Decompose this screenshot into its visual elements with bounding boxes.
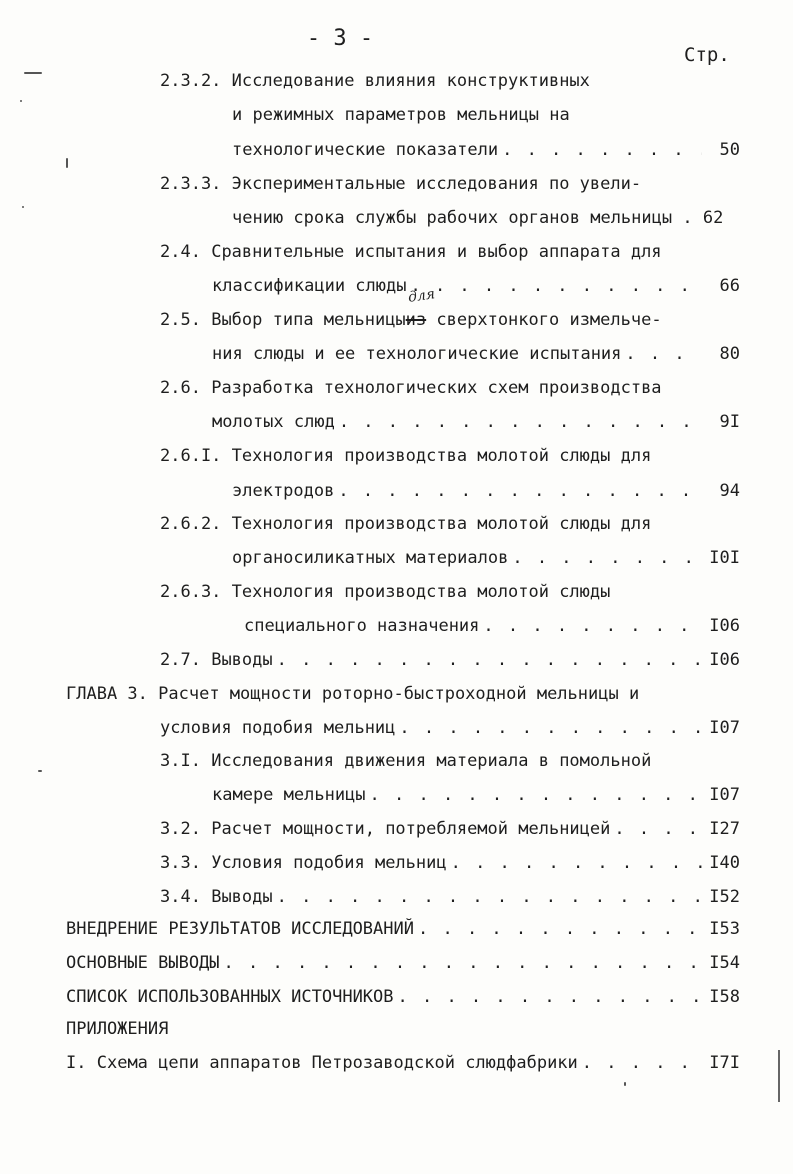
section-title: Разработка технологических схем производства — [211, 378, 662, 398]
appendix-number: I. — [66, 1053, 87, 1073]
toc-line — [160, 441, 651, 471]
section-number: 2.5. — [160, 310, 201, 330]
dot-leader — [339, 407, 702, 437]
page-ref: I06 — [709, 616, 740, 636]
page-ref: I07 — [709, 785, 740, 805]
section-number: 2.3.3. — [160, 174, 222, 194]
toc-line — [160, 645, 740, 675]
scan-speck — [38, 770, 42, 772]
section-number: 2.7. — [160, 650, 201, 670]
scan-speck — [20, 100, 22, 102]
dot-leader — [224, 948, 702, 978]
section-title: Исследования движения материала в помольной — [211, 751, 652, 771]
scan-speck — [66, 158, 68, 168]
section-title: ния слюды и ее технологические испытания — [212, 344, 622, 364]
toc-line — [160, 509, 651, 539]
toc-line — [160, 814, 740, 844]
dot-leader — [582, 1048, 702, 1078]
page-ref: I0I — [709, 548, 740, 568]
corrected-word — [405, 286, 436, 335]
scan-speck — [24, 72, 42, 74]
section-number: 3.4. — [160, 887, 201, 907]
section-title: Исследование влияния конструктивных — [231, 71, 590, 91]
page-ref: 80 — [719, 344, 740, 364]
section-title: Технология производства молотой слюды — [231, 582, 611, 602]
toc-line — [160, 577, 610, 607]
toc-line — [66, 679, 639, 709]
page-column-heading: Стр. — [684, 44, 730, 66]
page-ref: I40 — [709, 853, 740, 873]
dot-leader — [399, 713, 702, 743]
toc-line — [160, 373, 662, 403]
page-ref: I7I — [709, 1053, 740, 1073]
dot-leader — [502, 135, 702, 165]
toc-line — [66, 914, 740, 944]
section-number: 2.6.I. — [160, 446, 222, 466]
section-title: ПРИЛОЖЕНИЯ — [66, 1019, 169, 1039]
section-title: Сравнительные испытания и выбор аппарата для — [211, 242, 662, 262]
page-ref: I58 — [709, 987, 740, 1007]
toc-line — [232, 100, 570, 130]
page-ref: I27 — [709, 819, 740, 839]
section-title: молотых слюд — [212, 412, 335, 432]
section-number: 2.3.2. — [160, 71, 222, 91]
page-ref: 66 — [719, 276, 740, 296]
section-title: Экспериментальные исследования по увели- — [231, 174, 642, 194]
toc-line — [66, 1014, 168, 1044]
dot-leader — [483, 611, 702, 641]
dot-leader — [338, 476, 702, 506]
dot-leader — [410, 271, 702, 301]
section-number: 2.4. — [160, 242, 201, 262]
chapter-title: условия подобия мельниц — [160, 718, 396, 738]
page-ref: I53 — [709, 919, 740, 939]
page-ref: I06 — [709, 650, 740, 670]
section-title: электродов — [232, 481, 335, 501]
toc-line — [212, 407, 740, 437]
toc-line — [244, 611, 740, 641]
toc-line — [212, 339, 740, 369]
page-ref: 94 — [719, 481, 740, 501]
page-number: - 3 - — [306, 26, 374, 51]
section-title: Расчет мощности, потребляемой мельницей — [211, 819, 611, 839]
dot-leader — [370, 780, 702, 810]
section-title: классификации слюды — [212, 276, 407, 296]
section-title: Выводы — [211, 887, 273, 907]
toc-line — [160, 746, 651, 776]
toc-line — [212, 271, 740, 301]
section-number: 2.6.3. — [160, 582, 222, 602]
toc-line — [160, 713, 740, 743]
struck-word: из — [405, 310, 427, 330]
toc-line — [232, 203, 723, 233]
toc-line — [160, 169, 641, 199]
dot-leader — [614, 814, 702, 844]
section-title: Условия подобия мельниц — [211, 853, 447, 873]
dot-leader — [512, 543, 702, 573]
page-ref: 9I — [719, 412, 740, 432]
section-title: специального назначения — [244, 616, 480, 636]
section-title: технологические показатели — [232, 140, 499, 160]
section-title: Выводы — [211, 650, 273, 670]
dot-leader — [277, 882, 702, 912]
dot-leader — [418, 914, 702, 944]
section-title: органосиликатных материалов — [232, 548, 509, 568]
section-title: Выбор типа мельницы — [211, 310, 406, 330]
toc-line — [232, 543, 740, 573]
toc-line — [160, 882, 740, 912]
dot-leader — [277, 645, 702, 675]
section-title: камере мельницы — [212, 785, 366, 805]
toc-line — [232, 135, 740, 165]
handwritten-correction: для — [406, 286, 436, 306]
section-title: ВНЕДРЕНИЕ РЕЗУЛЬТАТОВ ИССЛЕДОВАНИЙ — [66, 919, 414, 939]
page-ref: 50 — [719, 140, 740, 160]
section-number: 3.I. — [160, 751, 201, 771]
section-number: 2.6. — [160, 378, 201, 398]
section-number: 2.6.2. — [160, 514, 222, 534]
page-ref: . 62 — [682, 208, 724, 228]
chapter-number: ГЛАВА 3. — [66, 684, 148, 704]
toc-line — [66, 982, 740, 1012]
toc-line — [66, 948, 740, 978]
toc-line — [212, 780, 740, 810]
page-ref: I52 — [709, 887, 740, 907]
section-title: и режимных параметров мельницы на — [232, 105, 570, 125]
toc-line — [232, 476, 740, 506]
chapter-title: Расчет мощности роторно-быстроходной мельницы и — [158, 684, 640, 704]
page-ref: I07 — [709, 718, 740, 738]
page-ref: I54 — [709, 953, 740, 973]
toc-line — [160, 848, 740, 878]
section-title: Технология производства молотой слюды для — [231, 514, 652, 534]
toc-line — [160, 66, 590, 96]
scan-speck — [22, 206, 24, 208]
section-title: ОСНОВНЫЕ ВЫВОДЫ — [66, 953, 220, 973]
toc-line — [66, 1048, 740, 1078]
section-number: 3.3. — [160, 853, 201, 873]
dot-leader — [451, 848, 702, 878]
toc-line — [160, 237, 662, 267]
section-number: 3.2. — [160, 819, 201, 839]
section-title: чению срока службы рабочих органов мельницы — [232, 208, 673, 228]
section-title: СПИСОК ИСПОЛЬЗОВАННЫХ ИСТОЧНИКОВ — [66, 987, 394, 1007]
section-title: Технология производства молотой слюды для — [231, 446, 652, 466]
dot-leader — [625, 339, 702, 369]
scan-speck — [624, 1082, 626, 1086]
scan-margin-line — [778, 1050, 780, 1102]
section-title-continued: сверхтонкого измельче- — [436, 310, 662, 330]
dot-leader — [398, 982, 702, 1012]
appendix-title: Схема цепи аппаратов Петрозаводской слюдфабрики — [96, 1053, 578, 1073]
